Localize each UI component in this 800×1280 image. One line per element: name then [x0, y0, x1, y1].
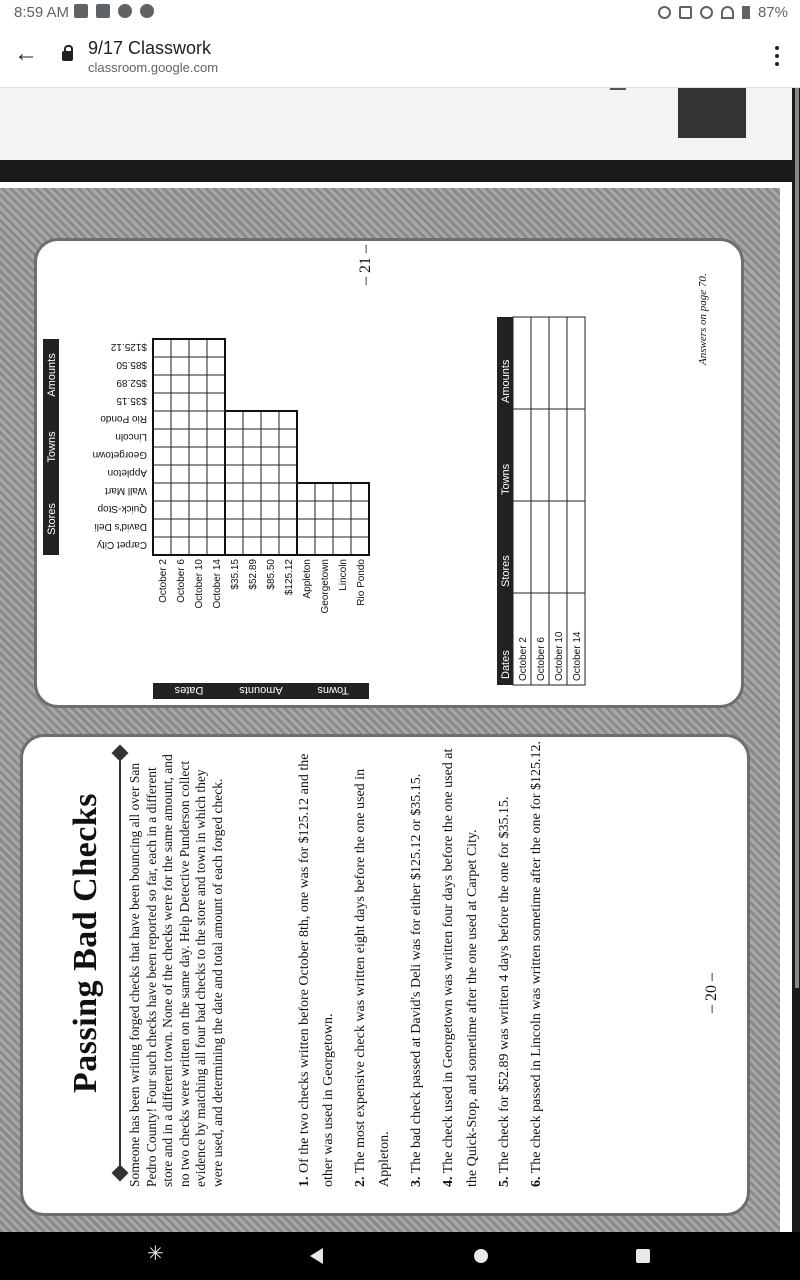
grid-cell [207, 375, 225, 393]
grid-cell [153, 429, 171, 447]
grid-cell [171, 357, 189, 375]
clue-number: 4. [441, 1176, 456, 1187]
grid-cell [207, 537, 225, 555]
grid-cell [153, 375, 171, 393]
answer-header: Dates [500, 650, 512, 679]
status-time: 8:59 AM [14, 4, 70, 21]
grid-column-label: Appleton [107, 467, 147, 478]
answer-cell [549, 317, 567, 409]
grid-column-label: $52.89 [116, 377, 147, 388]
grid-cell [207, 411, 225, 429]
rotated-spread [10, 182, 780, 1226]
grid-cell [153, 339, 171, 357]
grid-column-label: $85.50 [116, 359, 147, 370]
grid-cell [279, 537, 297, 555]
grid-cell [333, 483, 351, 501]
grid-cell [189, 447, 207, 465]
grid-cell [171, 339, 189, 357]
nav-home-icon[interactable] [474, 1249, 488, 1263]
grid-cell [225, 483, 243, 501]
grid-cell [333, 537, 351, 555]
grid-cell [153, 411, 171, 429]
more-options-icon[interactable] [768, 44, 786, 68]
grid-column-label: $35.15 [116, 395, 147, 406]
grid-cell [243, 501, 261, 519]
grid-row-label: $85.50 [266, 559, 277, 590]
wifi-icon [721, 6, 734, 19]
grid-column-label: David's Deli [94, 521, 147, 532]
grid-side-towns: Towns [317, 684, 349, 696]
clue-number: 6. [529, 1176, 544, 1187]
answer-cell [567, 501, 585, 593]
grid-cell [207, 393, 225, 411]
grid-cell [189, 519, 207, 537]
grid-cell [171, 447, 189, 465]
grid-cell [243, 537, 261, 555]
grid-cell [225, 465, 243, 483]
grid-column-label: Lincoln [115, 431, 147, 442]
status-bar [0, 0, 800, 24]
clue-item [493, 737, 517, 1187]
grid-row-label: October 2 [158, 559, 169, 603]
page-separator [0, 160, 800, 180]
clue-number: 1. [297, 1176, 312, 1187]
answer-date: October 6 [536, 637, 547, 681]
previous-page [0, 88, 792, 160]
grid-cell [225, 537, 243, 555]
grid-cell [351, 483, 369, 501]
grid-cell [261, 483, 279, 501]
answer-header: Stores [500, 555, 512, 587]
grid-cell [243, 483, 261, 501]
answers-note: Answers on page 70. [697, 273, 709, 365]
rule-diamond-right [112, 745, 129, 762]
grid-cell [153, 519, 171, 537]
grid-cell [315, 519, 333, 537]
grid-cell [279, 501, 297, 519]
battery-icon [742, 6, 750, 19]
left-page-panel [20, 734, 750, 1216]
grid-cell [171, 483, 189, 501]
grid-cell [351, 501, 369, 519]
grid-cell [225, 501, 243, 519]
navigation-bar [0, 1232, 800, 1280]
grid-cell [279, 519, 297, 537]
document-viewer[interactable] [0, 88, 800, 1232]
grid-cell [225, 519, 243, 537]
grid-cell [351, 537, 369, 555]
grid-cell [333, 519, 351, 537]
grid-cell [189, 465, 207, 483]
grid-cell [171, 375, 189, 393]
answer-cell [567, 317, 585, 409]
grid-column-label: Wall Mart [105, 485, 147, 496]
logic-grid [37, 241, 741, 705]
grid-cell [189, 357, 207, 375]
grid-cell [189, 339, 207, 357]
grid-cell [171, 393, 189, 411]
scrollbar[interactable] [795, 88, 799, 988]
chat-icon [118, 4, 132, 18]
bluetooth-icon [679, 6, 692, 19]
grid-cell [243, 465, 261, 483]
photo-icon [74, 4, 88, 18]
grid-cell [153, 501, 171, 519]
grid-row-label: October 6 [176, 559, 187, 603]
answer-date: October 10 [554, 631, 565, 681]
answer-cell [531, 317, 549, 409]
notification-icons [74, 4, 154, 18]
grid-cell [189, 393, 207, 411]
grid-cell [153, 537, 171, 555]
grid-cell [279, 411, 297, 429]
clue-text: The bad check passed at David's Deli was for either $125.12 or $35.15. [409, 773, 424, 1174]
grid-cell [207, 465, 225, 483]
right-page-panel [34, 238, 744, 708]
alarm-icon [658, 6, 671, 19]
grid-row-label: October 10 [194, 559, 205, 609]
grid-cell [297, 519, 315, 537]
grid-cell [243, 447, 261, 465]
grid-cell [189, 537, 207, 555]
grid-cell [189, 501, 207, 519]
grid-cell [261, 537, 279, 555]
puzzle-title: Passing Bad Checks [67, 793, 104, 1093]
answer-cell [513, 317, 531, 409]
grid-side-dates: Dates [174, 684, 204, 696]
grid-cell [189, 429, 207, 447]
grid-cell [261, 411, 279, 429]
grid-cell [279, 465, 297, 483]
grid-cell [207, 357, 225, 375]
clue-item [525, 737, 549, 1187]
answer-date: October 14 [572, 631, 583, 681]
battery-level: 87% [757, 4, 788, 21]
grid-cell [315, 483, 333, 501]
grid-cell [243, 519, 261, 537]
app-bar [0, 24, 800, 88]
grid-row-label: Appleton [302, 559, 313, 599]
clue-item [349, 737, 397, 1187]
answer-header: Towns [500, 463, 512, 495]
page-title: 9/17 Classwork [88, 38, 212, 58]
grid-cell [171, 465, 189, 483]
grid-cell [279, 429, 297, 447]
clue-number: 3. [409, 1176, 424, 1187]
grid-cell [171, 411, 189, 429]
grid-cell [171, 429, 189, 447]
puzzle-intro: Someone has been writing forged checks that have been bouncing all over San Pedro County! Four such checks have been reported so far, each in a different store and in a different town. None of the checks were for the same amount, and no two checks were written on the same day. Help Detective Punderson collect evidence by matching all four bad checks to the store and town in which they were used, and determining the date and total amount of each forged check. [127, 754, 225, 1187]
grid-cell [171, 501, 189, 519]
grid-cell [225, 429, 243, 447]
clue-text: The check for $52.89 was written 4 days before the one for $35.15. [497, 796, 512, 1174]
grid-row-label: $52.89 [248, 559, 259, 590]
grid-cell [225, 447, 243, 465]
previous-page-mark [610, 88, 626, 90]
grid-column-label: Rio Pondo [100, 413, 147, 424]
page-number-left: – 20 – [703, 973, 720, 1013]
grid-header-stores: Stores [46, 503, 58, 535]
answer-cell [513, 409, 531, 501]
grid-cell [207, 429, 225, 447]
grid-header-amounts: Amounts [46, 353, 58, 397]
grid-row-label: Rio Pondo [356, 559, 367, 606]
grid-cell [261, 429, 279, 447]
clue-text: Of the two checks written before October 8th, one was for $125.12 and the other was used in Georgetown. [297, 753, 336, 1187]
gmail-icon [96, 4, 110, 18]
clue-number: 5. [497, 1176, 512, 1187]
grid-cell [315, 537, 333, 555]
page-url: classroom.google.com [88, 60, 219, 75]
grid-column-label: $125.12 [110, 341, 147, 352]
rule-diamond-left [112, 1165, 129, 1182]
clue-item [405, 737, 429, 1187]
answer-cell [531, 409, 549, 501]
grid-cell [351, 519, 369, 537]
grid-cell [279, 447, 297, 465]
grid-cell [297, 501, 315, 519]
grid-cell [171, 519, 189, 537]
grid-cell [333, 501, 351, 519]
grid-cell [207, 447, 225, 465]
page-number-right: – 21 – [357, 245, 374, 285]
grid-column-label: Georgetown [92, 449, 147, 460]
grid-cell [207, 501, 225, 519]
grid-cell [261, 465, 279, 483]
globe-icon [140, 4, 154, 18]
grid-cell [171, 537, 189, 555]
title-rule [119, 753, 121, 1173]
grid-cell [207, 519, 225, 537]
grid-cell [297, 537, 315, 555]
grid-row-label: $125.12 [284, 559, 295, 596]
grid-cell [153, 357, 171, 375]
grid-cell [189, 411, 207, 429]
grid-header-towns: Towns [46, 431, 58, 463]
system-icons [658, 4, 788, 21]
grid-row-label: October 14 [212, 559, 223, 609]
grid-cell [207, 339, 225, 357]
grid-cell [153, 393, 171, 411]
grid-cell [261, 447, 279, 465]
grid-cell [207, 483, 225, 501]
grid-cell [153, 465, 171, 483]
grid-cell [261, 519, 279, 537]
grid-row-label: Lincoln [338, 559, 349, 591]
grid-cell [243, 429, 261, 447]
clue-text: The check passed in Lincoln was written sometime after the one for $125.12. [529, 740, 544, 1174]
grid-cell [243, 411, 261, 429]
answer-cell [549, 409, 567, 501]
answer-cell [567, 409, 585, 501]
accessibility-icon[interactable]: ✳ [147, 1243, 164, 1265]
clue-text: The check used in Georgetown was written four days before the one used at the Quick-Stop, and sometime after the one used at Carpet City. [441, 748, 480, 1187]
clue-list [293, 737, 557, 1187]
previous-page-image [678, 88, 746, 138]
grid-side-amounts: Amounts [239, 684, 283, 696]
nav-back-icon[interactable] [310, 1248, 323, 1264]
clue-number: 2. [353, 1176, 368, 1187]
clue-item [437, 737, 485, 1187]
answer-cell [549, 501, 567, 593]
grid-cell [153, 447, 171, 465]
grid-cell [261, 501, 279, 519]
answer-header: Amounts [500, 359, 512, 403]
document-page [0, 182, 792, 1232]
mute-icon [700, 6, 713, 19]
grid-cell [297, 483, 315, 501]
clue-text: The most expensive check was written eight days before the one used in Appleton. [353, 768, 392, 1187]
grid-cell [189, 375, 207, 393]
grid-cell [153, 483, 171, 501]
grid-cell [189, 483, 207, 501]
grid-cell [225, 411, 243, 429]
lock-icon [62, 51, 73, 61]
grid-column-label: Carpet City [96, 539, 147, 550]
back-arrow-icon[interactable]: ← [14, 40, 38, 67]
answer-cell [531, 501, 549, 593]
grid-row-label: $35.15 [230, 559, 241, 590]
answer-cell [513, 501, 531, 593]
grid-cell [315, 501, 333, 519]
grid-cell [279, 483, 297, 501]
grid-column-label: Quick-Stop [97, 503, 147, 514]
grid-row-label: Georgetown [320, 559, 331, 614]
answer-date: October 2 [518, 637, 529, 681]
clue-item [293, 737, 341, 1187]
nav-recents-icon[interactable] [636, 1249, 650, 1263]
